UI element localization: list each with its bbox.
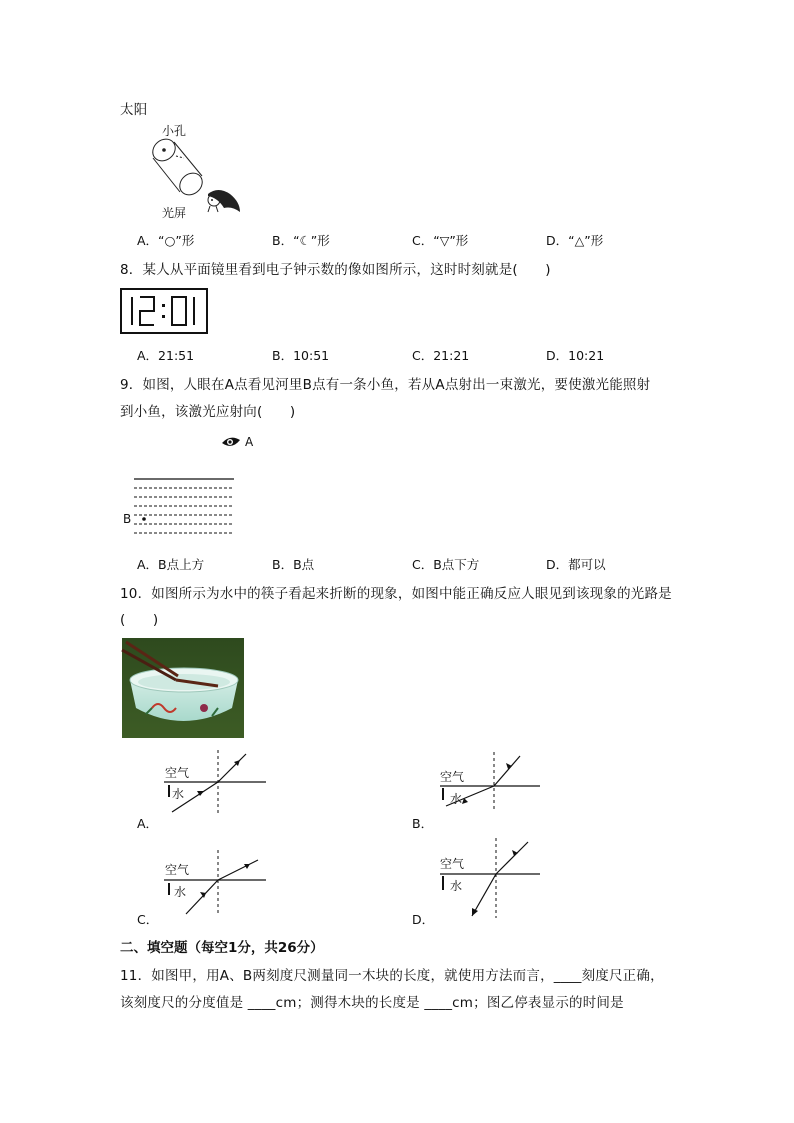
- q8-stem: 8．某人从平面镜里看到电子钟示数的像如图所示，这时时刻就是( ): [120, 262, 551, 278]
- diagram-a-air-label: 空气: [165, 766, 190, 780]
- q9-option-c: C．B点下方: [412, 557, 480, 572]
- diagram-c-water-label: 水: [174, 885, 187, 899]
- screen-label: 光屏: [162, 206, 187, 220]
- q7-option-a: A．“○”形: [137, 233, 195, 248]
- diagram-c-air-label: 空气: [165, 863, 190, 877]
- q10-option-c: C．: [137, 912, 159, 927]
- q8-option-a: A．21:51: [137, 348, 195, 363]
- q8-option-c: C．21:21: [412, 348, 470, 363]
- section-2-heading: 二、填空题（每空1分，共26分）: [120, 940, 324, 956]
- chopsticks-in-bowl-photo: [122, 638, 244, 738]
- q10-stem-line2: ( ): [120, 612, 159, 628]
- diagram-b-water-label: 水: [450, 792, 463, 806]
- sun-label: 太阳: [120, 102, 148, 118]
- child-figure-icon: [208, 190, 240, 212]
- q7-option-d: D．“△”形: [546, 233, 604, 248]
- q10-option-a: A．: [137, 816, 159, 831]
- eye-icon: [220, 434, 244, 452]
- q7-option-b: B．“☾”形: [272, 233, 330, 248]
- diagram-b-air-label: 空气: [440, 770, 465, 784]
- q10-option-d: D．: [412, 912, 435, 927]
- q10-option-b: B．: [412, 816, 434, 831]
- hole-label: 小孔: [162, 124, 187, 138]
- label-point-a: A: [245, 435, 254, 449]
- clock-digits-figure: [122, 290, 206, 332]
- q11-line2: 该刻度尺的分度值是 ____cm；测得木块的长度是 ____cm；图乙停表显示的时间是: [120, 995, 624, 1011]
- q9-option-a: A．B点上方: [137, 557, 205, 572]
- q7-option-c: C．“▽”形: [412, 233, 469, 248]
- q8-option-d: D．10:21: [546, 348, 605, 363]
- q9-option-b: B．B点: [272, 557, 315, 572]
- q9-stem-line2: 到小鱼，该激光应射向( ): [120, 404, 296, 420]
- q8-option-b: B．10:51: [272, 348, 330, 363]
- diagram-d-water-label: 水: [450, 879, 463, 893]
- refraction-diagram-a: [160, 750, 270, 816]
- river-water-figure: [134, 476, 238, 536]
- pinhole-cylinder-figure: [140, 130, 250, 225]
- q11-line1: 11．如图甲，用A、B两刻度尺测量同一木块的长度，就使用方法而言，____刻度尺正确，: [120, 968, 664, 984]
- mirror-clock-box: [120, 288, 208, 334]
- q9-option-d: D．都可以: [546, 557, 606, 572]
- q10-stem-line1: 10．如图所示为水中的筷子看起来折断的现象，如图中能正确反应人眼见到该现象的光路是: [120, 586, 672, 602]
- diagram-d-air-label: 空气: [440, 857, 465, 871]
- label-point-b: B: [123, 512, 132, 526]
- diagram-a-water-label: 水: [172, 787, 185, 801]
- q9-stem-line1: 9．如图，人眼在A点看见河里B点有一条小鱼，若从A点射出一束激光，要使激光能照射: [120, 377, 651, 393]
